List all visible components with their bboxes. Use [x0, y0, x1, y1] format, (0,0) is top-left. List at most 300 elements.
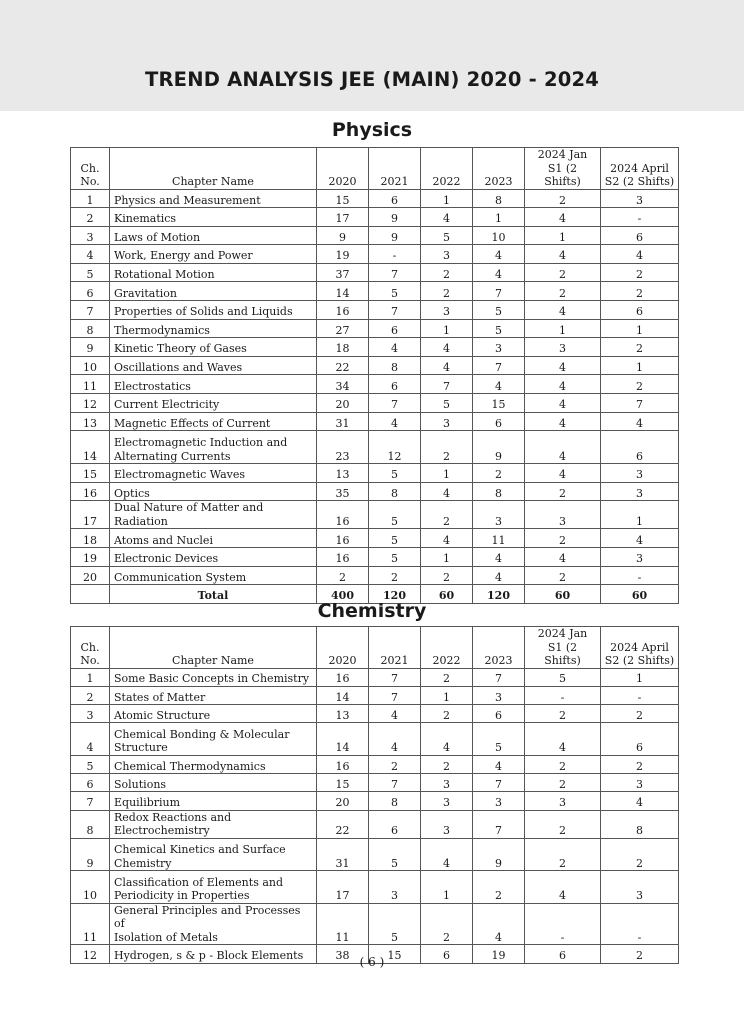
count-2024-jan: 2 — [525, 263, 601, 282]
count-2022: 2 — [421, 705, 473, 723]
chapter-number: 15 — [71, 464, 110, 483]
chapter-number: 9 — [71, 838, 110, 871]
count-2022: 4 — [421, 723, 473, 756]
count-2020: 27 — [317, 319, 369, 338]
count-2022: 3 — [421, 301, 473, 320]
count-2020: 20 — [317, 792, 369, 810]
chapter-number: 11 — [71, 903, 110, 945]
table-row — [71, 431, 679, 464]
table-row — [71, 774, 679, 792]
count-2023: 4 — [473, 375, 525, 394]
count-2021: 7 — [369, 774, 421, 792]
chapter-number: 13 — [71, 412, 110, 431]
count-2024-april: 3 — [601, 548, 679, 567]
count-2022: 4 — [421, 356, 473, 375]
table-row — [71, 208, 679, 227]
count-2024-jan: 4 — [525, 723, 601, 756]
count-2021: 5 — [369, 282, 421, 301]
chapter-number: 12 — [71, 945, 110, 963]
count-2021: - — [369, 245, 421, 264]
chapter-name: Electronic Devices — [110, 548, 317, 567]
count-2024-april: 1 — [601, 319, 679, 338]
chapter-number: 20 — [71, 566, 110, 585]
count-2021: 12 — [369, 431, 421, 464]
chapter-name: Optics — [110, 482, 317, 501]
chapter-name: Atoms and Nuclei — [110, 529, 317, 548]
count-2020: 13 — [317, 705, 369, 723]
count-2020: 14 — [317, 686, 369, 704]
chapter-number: 16 — [71, 482, 110, 501]
count-2024-jan: 3 — [525, 338, 601, 357]
count-2022: 2 — [421, 501, 473, 529]
table-row — [71, 501, 679, 529]
count-2024-april: 4 — [601, 529, 679, 548]
count-2020: 16 — [317, 755, 369, 773]
table-row — [71, 263, 679, 282]
chapter-name: Electromagnetic Waves — [110, 464, 317, 483]
count-2024-april: 2 — [601, 263, 679, 282]
total-value: 60 — [421, 585, 473, 604]
count-2020: 17 — [317, 208, 369, 227]
count-2021: 4 — [369, 412, 421, 431]
count-2024-april: 1 — [601, 501, 679, 529]
total-value: 400 — [317, 585, 369, 604]
count-2022: 2 — [421, 566, 473, 585]
count-2024-jan: 4 — [525, 412, 601, 431]
count-2020: 11 — [317, 903, 369, 945]
table-row — [71, 226, 679, 245]
total-value: 120 — [473, 585, 525, 604]
chapter-name: States of Matter — [110, 686, 317, 704]
count-2024-jan: - — [525, 686, 601, 704]
chapter-number: 3 — [71, 705, 110, 723]
chapter-name: General Principles and Processes of Isolation of Metals — [110, 903, 317, 945]
count-2022: 2 — [421, 903, 473, 945]
physics-header-row — [71, 148, 679, 190]
table-row — [71, 464, 679, 483]
count-2024-april: 3 — [601, 871, 679, 904]
count-2022: 3 — [421, 810, 473, 838]
count-2023: 9 — [473, 838, 525, 871]
chapter-number: 10 — [71, 871, 110, 904]
count-2023: 5 — [473, 301, 525, 320]
count-2023: 7 — [473, 282, 525, 301]
table-row — [71, 792, 679, 810]
count-2020: 35 — [317, 482, 369, 501]
count-2024-jan: 4 — [525, 394, 601, 413]
col-2024-april: 2024 April S2 (2 Shifts) — [601, 148, 679, 190]
table-row — [71, 755, 679, 773]
count-2021: 9 — [369, 226, 421, 245]
count-2020: 2 — [317, 566, 369, 585]
count-2023: 8 — [473, 482, 525, 501]
count-2023: 7 — [473, 774, 525, 792]
col-2022: 2022 — [421, 148, 473, 190]
count-2023: 4 — [473, 245, 525, 264]
page-title: TREND ANALYSIS JEE (MAIN) 2020 - 2024 — [144, 68, 600, 91]
chapter-number: 11 — [71, 375, 110, 394]
chapter-number: 6 — [71, 774, 110, 792]
count-2024-jan: 2 — [525, 482, 601, 501]
count-2020: 19 — [317, 245, 369, 264]
count-2020: 38 — [317, 945, 369, 963]
count-2020: 15 — [317, 189, 369, 208]
chapter-number: 8 — [71, 319, 110, 338]
count-2021: 5 — [369, 529, 421, 548]
count-2020: 14 — [317, 723, 369, 756]
count-2024-april: 2 — [601, 705, 679, 723]
count-2021: 4 — [369, 705, 421, 723]
count-2024-jan: 3 — [525, 501, 601, 529]
count-2024-april: - — [601, 566, 679, 585]
count-2024-jan: - — [525, 903, 601, 945]
count-2024-april: 3 — [601, 774, 679, 792]
count-2024-april: 2 — [601, 338, 679, 357]
chapter-number: 14 — [71, 431, 110, 464]
count-2023: 19 — [473, 945, 525, 963]
count-2021: 8 — [369, 482, 421, 501]
count-2022: 4 — [421, 529, 473, 548]
count-2023: 10 — [473, 226, 525, 245]
count-2024-jan: 2 — [525, 189, 601, 208]
chapter-number: 12 — [71, 394, 110, 413]
table-row — [71, 301, 679, 320]
count-2024-april: 1 — [601, 668, 679, 686]
count-2020: 23 — [317, 431, 369, 464]
table-row — [71, 838, 679, 871]
table-row — [71, 705, 679, 723]
count-2021: 5 — [369, 903, 421, 945]
count-2024-april: 3 — [601, 189, 679, 208]
count-2021: 4 — [369, 723, 421, 756]
count-2024-april: 4 — [601, 245, 679, 264]
count-2022: 1 — [421, 189, 473, 208]
count-2024-jan: 1 — [525, 226, 601, 245]
count-2024-april: 8 — [601, 810, 679, 838]
count-2021: 7 — [369, 394, 421, 413]
chemistry-table — [70, 626, 679, 964]
count-2024-april: 6 — [601, 723, 679, 756]
count-2023: 15 — [473, 394, 525, 413]
count-2022: 4 — [421, 208, 473, 227]
count-2022: 1 — [421, 548, 473, 567]
chapter-name: Kinematics — [110, 208, 317, 227]
table-row — [71, 394, 679, 413]
chapter-name: Kinetic Theory of Gases — [110, 338, 317, 357]
table-row — [71, 871, 679, 904]
table-row — [71, 245, 679, 264]
count-2020: 22 — [317, 356, 369, 375]
chapter-name: Chemical Bonding & Molecular Structure — [110, 723, 317, 756]
count-2023: 3 — [473, 338, 525, 357]
count-2022: 2 — [421, 431, 473, 464]
chapter-name: Electromagnetic Induction and Alternating Currents — [110, 431, 317, 464]
count-2024-jan: 2 — [525, 529, 601, 548]
table-row — [71, 356, 679, 375]
count-2022: 1 — [421, 871, 473, 904]
table-row — [71, 482, 679, 501]
count-2023: 2 — [473, 464, 525, 483]
chapter-name: Work, Energy and Power — [110, 245, 317, 264]
chapter-name: Hydrogen, s & p - Block Elements — [110, 945, 317, 963]
table-row — [71, 903, 679, 945]
count-2024-april: 2 — [601, 838, 679, 871]
chapter-number: 4 — [71, 245, 110, 264]
chapter-name: Redox Reactions and Electrochemistry — [110, 810, 317, 838]
chapter-name: Rotational Motion — [110, 263, 317, 282]
count-2020: 17 — [317, 871, 369, 904]
table-row — [71, 810, 679, 838]
count-2020: 34 — [317, 375, 369, 394]
count-2023: 4 — [473, 755, 525, 773]
col-ch-no: Ch. No. — [71, 148, 110, 190]
col-2020: 2020 — [317, 148, 369, 190]
count-2023: 11 — [473, 529, 525, 548]
count-2020: 16 — [317, 529, 369, 548]
col-2023: 2023 — [473, 148, 525, 190]
table-row — [71, 319, 679, 338]
count-2022: 1 — [421, 464, 473, 483]
chapter-name: Solutions — [110, 774, 317, 792]
count-2020: 16 — [317, 668, 369, 686]
count-2021: 5 — [369, 501, 421, 529]
count-2020: 31 — [317, 412, 369, 431]
count-2021: 8 — [369, 356, 421, 375]
count-2021: 7 — [369, 301, 421, 320]
count-2024-april: - — [601, 903, 679, 945]
col-chapter-name: Chapter Name — [110, 148, 317, 190]
total-label: Total — [110, 585, 317, 604]
col-2022: 2022 — [421, 627, 473, 669]
count-2024-april: 2 — [601, 282, 679, 301]
count-2023: 3 — [473, 686, 525, 704]
chapter-number: 18 — [71, 529, 110, 548]
chapter-number: 6 — [71, 282, 110, 301]
page-number: ( 6 ) — [359, 955, 385, 969]
count-2021: 7 — [369, 263, 421, 282]
col-2023: 2023 — [473, 627, 525, 669]
chapter-name: Properties of Solids and Liquids — [110, 301, 317, 320]
count-2023: 1 — [473, 208, 525, 227]
count-2024-april: 6 — [601, 226, 679, 245]
chapter-name: Laws of Motion — [110, 226, 317, 245]
count-2024-april: 3 — [601, 482, 679, 501]
count-2024-jan: 2 — [525, 282, 601, 301]
col-2024-jan: 2024 Jan S1 (2 Shifts) — [525, 148, 601, 190]
table-row — [71, 548, 679, 567]
count-2023: 3 — [473, 792, 525, 810]
count-2024-jan: 2 — [525, 810, 601, 838]
count-2020: 16 — [317, 548, 369, 567]
count-2020: 16 — [317, 501, 369, 529]
chapter-number: 2 — [71, 208, 110, 227]
count-2024-jan: 2 — [525, 566, 601, 585]
total-value: 120 — [369, 585, 421, 604]
count-2021: 4 — [369, 338, 421, 357]
count-2023: 2 — [473, 871, 525, 904]
count-2021: 5 — [369, 838, 421, 871]
count-2023: 5 — [473, 723, 525, 756]
count-2024-jan: 6 — [525, 945, 601, 963]
table-row — [71, 686, 679, 704]
chapter-name: Communication System — [110, 566, 317, 585]
count-2023: 3 — [473, 501, 525, 529]
count-2024-jan: 2 — [525, 705, 601, 723]
count-2021: 7 — [369, 686, 421, 704]
count-2020: 13 — [317, 464, 369, 483]
chapter-number: 1 — [71, 189, 110, 208]
count-2021: 5 — [369, 464, 421, 483]
count-2021: 8 — [369, 792, 421, 810]
count-2021: 3 — [369, 871, 421, 904]
col-2021: 2021 — [369, 148, 421, 190]
count-2021: 6 — [369, 189, 421, 208]
chapter-number: 2 — [71, 686, 110, 704]
chemistry-section-title: Chemistry — [317, 600, 427, 622]
chapter-number: 4 — [71, 723, 110, 756]
physics-table — [70, 147, 679, 604]
count-2024-jan: 1 — [525, 319, 601, 338]
count-2021: 5 — [369, 548, 421, 567]
count-2023: 4 — [473, 566, 525, 585]
count-2024-april: 6 — [601, 431, 679, 464]
count-2020: 16 — [317, 301, 369, 320]
chapter-number: 1 — [71, 668, 110, 686]
count-2022: 5 — [421, 226, 473, 245]
chapter-number: 5 — [71, 263, 110, 282]
chapter-name: Atomic Structure — [110, 705, 317, 723]
col-chapter-name: Chapter Name — [110, 627, 317, 669]
count-2020: 37 — [317, 263, 369, 282]
chapter-number: 9 — [71, 338, 110, 357]
count-2022: 2 — [421, 755, 473, 773]
count-2024-april: 2 — [601, 755, 679, 773]
count-2023: 4 — [473, 263, 525, 282]
count-2021: 2 — [369, 755, 421, 773]
col-2024-jan: 2024 Jan S1 (2 Shifts) — [525, 627, 601, 669]
count-2023: 4 — [473, 903, 525, 945]
chapter-number: 3 — [71, 226, 110, 245]
count-2022: 2 — [421, 263, 473, 282]
count-2023: 4 — [473, 548, 525, 567]
count-2024-jan: 4 — [525, 245, 601, 264]
count-2024-jan: 4 — [525, 301, 601, 320]
count-2020: 20 — [317, 394, 369, 413]
count-2021: 6 — [369, 375, 421, 394]
table-row — [71, 189, 679, 208]
count-2024-jan: 4 — [525, 431, 601, 464]
chemistry-header-row — [71, 627, 679, 669]
count-2022: 3 — [421, 412, 473, 431]
table-row — [71, 282, 679, 301]
count-2024-jan: 2 — [525, 774, 601, 792]
total-value: 60 — [601, 585, 679, 604]
table-row — [71, 338, 679, 357]
count-2021: 6 — [369, 319, 421, 338]
chapter-name: Magnetic Effects of Current — [110, 412, 317, 431]
chapter-name: Oscillations and Waves — [110, 356, 317, 375]
count-2023: 9 — [473, 431, 525, 464]
count-2022: 3 — [421, 245, 473, 264]
count-2024-jan: 4 — [525, 548, 601, 567]
count-2024-jan: 5 — [525, 668, 601, 686]
chapter-number: 7 — [71, 792, 110, 810]
count-2021: 9 — [369, 208, 421, 227]
chapter-number: 5 — [71, 755, 110, 773]
count-2024-jan: 2 — [525, 755, 601, 773]
count-2022: 1 — [421, 686, 473, 704]
col-2021: 2021 — [369, 627, 421, 669]
chapter-number: 19 — [71, 548, 110, 567]
count-2024-april: 3 — [601, 464, 679, 483]
count-2023: 7 — [473, 810, 525, 838]
table-row — [71, 412, 679, 431]
count-2024-april: 4 — [601, 412, 679, 431]
chapter-number: 10 — [71, 356, 110, 375]
count-2020: 31 — [317, 838, 369, 871]
table-row — [71, 375, 679, 394]
header-banner — [0, 0, 744, 111]
chapter-name: Gravitation — [110, 282, 317, 301]
count-2020: 22 — [317, 810, 369, 838]
count-2023: 6 — [473, 705, 525, 723]
count-2021: 6 — [369, 810, 421, 838]
count-2023: 7 — [473, 356, 525, 375]
count-2023: 5 — [473, 319, 525, 338]
chapter-name: Chemical Kinetics and Surface Chemistry — [110, 838, 317, 871]
chapter-number: 17 — [71, 501, 110, 529]
count-2021: 2 — [369, 566, 421, 585]
count-2022: 1 — [421, 319, 473, 338]
count-2022: 2 — [421, 668, 473, 686]
chapter-name: Dual Nature of Matter and Radiation — [110, 501, 317, 529]
physics-section-title: Physics — [331, 119, 413, 141]
chapter-name: Physics and Measurement — [110, 189, 317, 208]
col-2020: 2020 — [317, 627, 369, 669]
total-value: 60 — [525, 585, 601, 604]
count-2022: 4 — [421, 338, 473, 357]
count-2024-jan: 4 — [525, 208, 601, 227]
col-2024-april: 2024 April S2 (2 Shifts) — [601, 627, 679, 669]
count-2024-april: 7 — [601, 394, 679, 413]
count-2024-jan: 3 — [525, 792, 601, 810]
chapter-name: Thermodynamics — [110, 319, 317, 338]
table-row — [71, 566, 679, 585]
chapter-name: Classification of Elements and Periodicity in Properties — [110, 871, 317, 904]
count-2022: 4 — [421, 482, 473, 501]
count-2021: 15 — [369, 945, 421, 963]
count-2024-april: 4 — [601, 792, 679, 810]
count-2022: 7 — [421, 375, 473, 394]
count-2022: 5 — [421, 394, 473, 413]
count-2021: 7 — [369, 668, 421, 686]
count-2024-jan: 4 — [525, 871, 601, 904]
count-2020: 9 — [317, 226, 369, 245]
table-row — [71, 668, 679, 686]
count-2020: 15 — [317, 774, 369, 792]
chapter-name: Equilibrium — [110, 792, 317, 810]
count-2024-jan: 4 — [525, 375, 601, 394]
count-2024-april: - — [601, 208, 679, 227]
count-2020: 18 — [317, 338, 369, 357]
count-2023: 8 — [473, 189, 525, 208]
count-2024-april: 1 — [601, 356, 679, 375]
count-2022: 2 — [421, 282, 473, 301]
count-2022: 3 — [421, 792, 473, 810]
table-row — [71, 529, 679, 548]
chapter-name: Some Basic Concepts in Chemistry — [110, 668, 317, 686]
count-2024-jan: 4 — [525, 356, 601, 375]
